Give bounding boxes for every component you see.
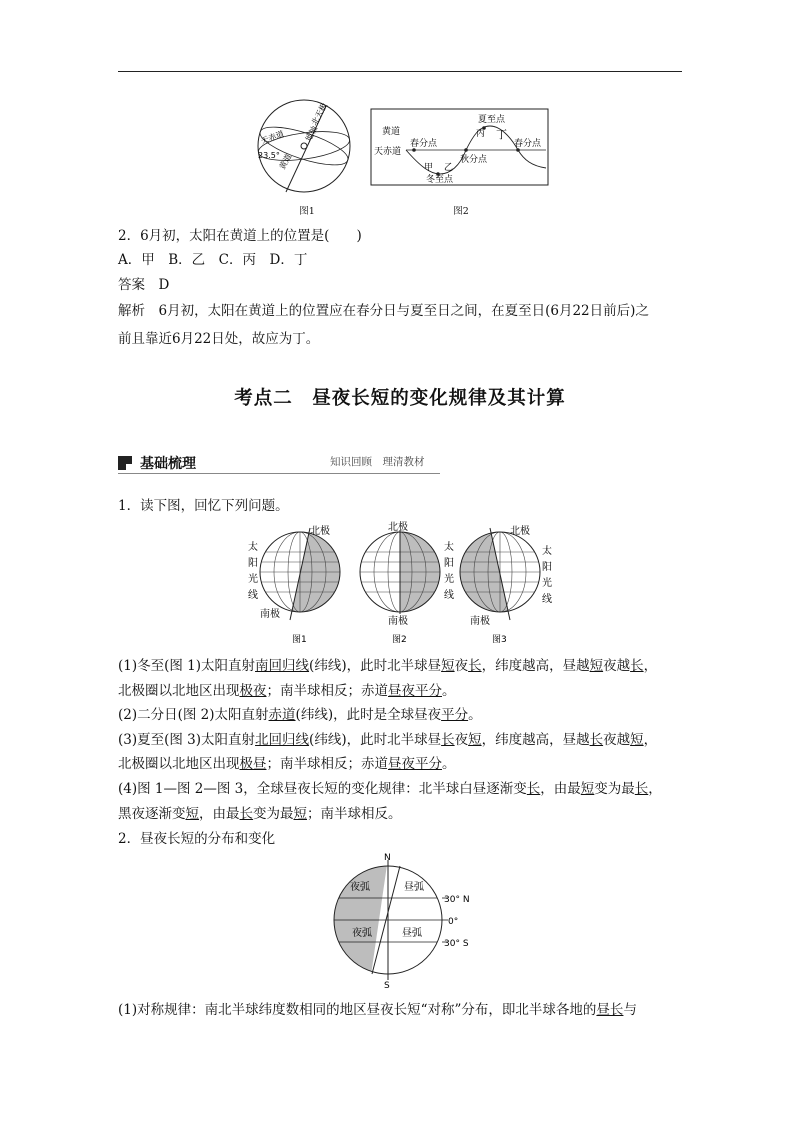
fig2-label-jia: 甲: [424, 163, 434, 173]
globe3-sun-4: 线: [542, 594, 552, 605]
globe3-sun-3: 光: [542, 578, 552, 589]
globe3-north: 北极: [510, 526, 530, 537]
fig2-label-equator: 天赤道: [374, 147, 402, 157]
section-header-title: 基础梳理: [140, 456, 196, 472]
section-square-icon: [118, 456, 132, 470]
globe3-sun-1: 太: [542, 546, 552, 557]
item1-p4: (4)图 1—图 2—图 3，全球昼夜长短的变化规律：北半球白昼逐渐变长，由最短变为最长，: [118, 781, 662, 797]
fig2-label-winter: 冬至点: [426, 175, 454, 185]
fig1-label-north: 北天极: [309, 101, 330, 127]
fig2-label-spring: 春分点: [410, 139, 438, 149]
globe2-north: 北极: [388, 522, 408, 533]
arc-day2: 昼弧: [402, 928, 422, 939]
fig2-label-yi: 乙: [444, 163, 454, 173]
fig2-caption: 图2: [453, 206, 469, 217]
fig2-label-autumn: 秋分点: [460, 155, 488, 165]
fig1-label-equator: 天赤道: [259, 129, 286, 146]
item1-p3b: 北极圈以北地区出现极昼；南半球相反；赤道昼夜平分。: [118, 756, 456, 772]
arc-lat30n: 30° N: [444, 895, 470, 905]
globe2-sun-2: 阳: [444, 558, 454, 569]
globe3-south: 南极: [470, 616, 490, 627]
globe2-sun-3: 光: [444, 574, 454, 585]
section-title: 考点二 昼夜长短的变化规律及其计算: [234, 388, 566, 409]
fig2-label-ecliptic: 黄道: [382, 127, 401, 137]
globe2-sun-1: 太: [444, 542, 454, 553]
q2-stem: 2．6月初，太阳在黄道上的位置是( ): [118, 228, 362, 244]
arc-day1: 昼弧: [404, 882, 424, 893]
globe1-south: 南极: [260, 609, 280, 620]
fig2-label-spring2: 春分点: [514, 139, 542, 149]
globe1-north: 北极: [310, 526, 330, 537]
item1-stem: 1．读下图，回忆下列问题。: [118, 498, 289, 514]
fig1-label-angle: 23.5°: [258, 151, 280, 160]
arc-night2: 夜弧: [352, 928, 372, 939]
globe2-caption: 图2: [392, 635, 407, 645]
fig2-label-summer: 夏至点: [478, 115, 506, 125]
globe1-sun-2: 阳: [248, 558, 258, 569]
arc-lat30s: 30° S: [444, 939, 469, 949]
item2-stem: 2．昼夜长短的分布和变化: [118, 831, 276, 847]
item1-p2: (2)二分日(图 2)太阳直射赤道(纬线)，此时是全球昼夜平分。: [118, 707, 482, 723]
figure-ecliptic-diagram: [370, 108, 550, 188]
fig1-label-ecliptic: 黄道: [277, 152, 294, 171]
item2-p1: (1)对称规律：南北半球纬度数相同的地区昼夜长短“对称”分布，即北半球各地的昼长与: [118, 1002, 637, 1018]
item1-p3: (3)夏至(图 3)太阳直射北回归线(纬线)，此时北半球昼长夜短，纬度越高，昼越长夜越短，: [118, 732, 658, 748]
q2-analysis-1: 解析 6月初，太阳在黄道上的位置应在春分日与夏至日之间，在夏至日(6月22日前后)之: [118, 303, 649, 319]
arc-night1: 夜弧: [350, 882, 370, 893]
fig2-label-bing: 丙: [476, 129, 486, 139]
fig2-label-ding: 丁: [496, 128, 507, 141]
q2-answer: 答案 D: [118, 277, 170, 293]
arc-S: S: [384, 981, 390, 988]
header-rule: [118, 71, 682, 72]
globe1-sun-3: 光: [248, 574, 258, 585]
section-header: [118, 452, 440, 474]
q2-analysis-2: 前且靠近6月22日处，故应为丁。: [118, 331, 320, 347]
globe1-sun-4: 线: [248, 590, 258, 601]
figure-celestial-sphere: [252, 96, 364, 214]
globe1-sun-1: 太: [248, 542, 258, 553]
globe2-sun-4: 线: [444, 590, 454, 601]
item1-p4b: 黑夜逐渐变短，由最长变为最短；南半球相反。: [118, 806, 402, 822]
globe1-caption: 图1: [292, 635, 307, 645]
item1-p1b: 北极圈以北地区出现极夜；南半球相反；赤道昼夜平分。: [118, 683, 456, 699]
globe3-caption: 图3: [492, 635, 507, 645]
section-header-subtitle: 知识回顾 理清教材: [330, 456, 425, 468]
arc-lat0: 0°: [448, 917, 459, 927]
section-header-rule: [118, 473, 440, 474]
globe3-sun-2: 阳: [542, 562, 552, 573]
q2-options: A．甲 B．乙 C．丙 D．丁: [118, 252, 308, 268]
figure-globes: [244, 520, 556, 646]
fig1-label-axis: 地轴: [303, 124, 320, 143]
globe2-south: 南极: [388, 616, 408, 627]
item1-p1: (1)冬至(图 1)太阳直射南回归线(纬线)，此时北半球昼短夜长，纬度越高，昼越短夜越长，: [118, 658, 658, 674]
fig1-caption: 图1: [299, 206, 315, 217]
arc-N: N: [384, 853, 391, 863]
figure-day-night-arcs: [330, 852, 480, 988]
